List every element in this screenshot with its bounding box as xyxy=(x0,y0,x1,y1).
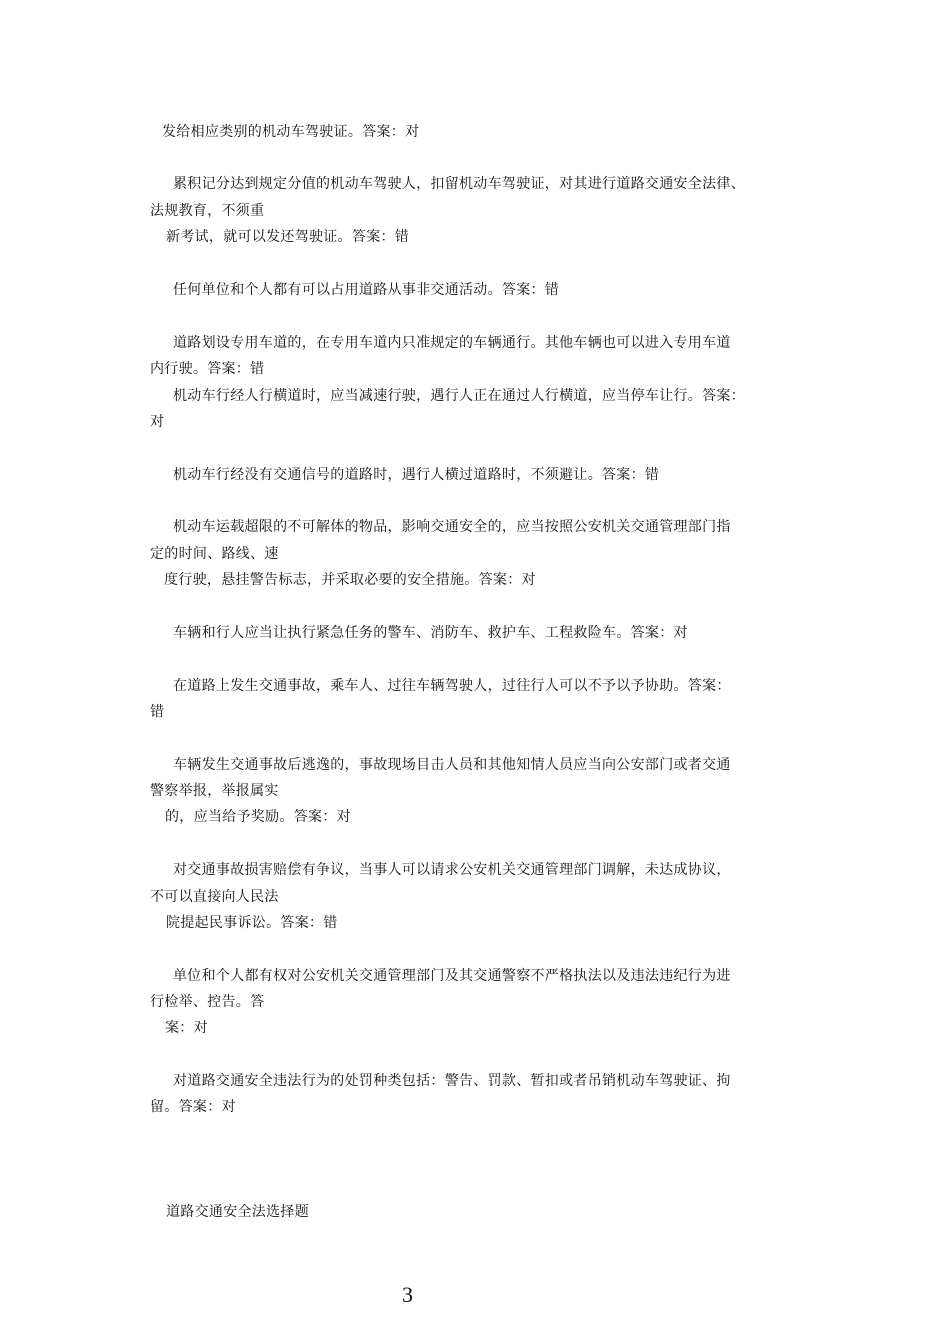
text-line: 任何单位和个人都有可以占用道路从事非交通活动。答案：错 xyxy=(173,282,560,298)
text-line: 法规教育，不须重 xyxy=(150,203,265,219)
text-line: 新考试，就可以发还驾驶证。答案：错 xyxy=(166,229,410,245)
text-line: 不可以直接向人民法 xyxy=(150,889,279,905)
text-line: 案：对 xyxy=(165,1020,208,1036)
text-line: 错 xyxy=(150,704,165,720)
text-line: 机动车行经没有交通信号的道路时，遇行人横过道路时，不须避让。答案：错 xyxy=(173,467,660,483)
text-line: 的，应当给予奖励。答案：对 xyxy=(165,809,351,825)
text-line: 机动车运载超限的不可解体的物品，影响交通安全的，应当按照公安机关交通管理部门指 xyxy=(173,519,731,535)
text-line: 车辆发生交通事故后逃逸的，事故现场目击人员和其他知情人员应当向公安部门或者交通 xyxy=(173,757,731,773)
text-line: 内行驶。答案：错 xyxy=(150,361,265,377)
text-line: 在道路上发生交通事故，乘车人、过往车辆驾驶人，过往行人可以不予以予协助。答案： xyxy=(173,678,731,694)
text-line: 发给相应类别的机动车驾驶证。答案：对 xyxy=(162,124,420,140)
text-line: 机动车行经人行横道时，应当减速行驶，遇行人正在通过人行横道，应当停车让行。答案： xyxy=(173,388,745,404)
text-line: 对交通事故损害赔偿有争议，当事人可以请求公安机关交通管理部门调解，未达成协议， xyxy=(173,862,731,878)
section-heading: 道路交通安全法选择题 xyxy=(166,1204,309,1220)
page-number: 3 xyxy=(402,1282,413,1307)
text-line: 度行驶，悬挂警告标志，并采取必要的安全措施。答案：对 xyxy=(164,572,536,588)
text-line: 单位和个人都有权对公安机关交通管理部门及其交通警察不严格执法以及违法违纪行为进 xyxy=(173,968,731,984)
text-line: 车辆和行人应当让执行紧急任务的警车、消防车、救护车、工程救险车。答案：对 xyxy=(173,625,688,641)
text-line: 道路划设专用车道的，在专用车道内只准规定的车辆通行。其他车辆也可以进入专用车道 xyxy=(173,335,731,351)
text-line: 定的时间、路线、速 xyxy=(150,546,279,562)
text-line: 院提起民事诉讼。答案：错 xyxy=(166,915,338,931)
text-line: 留。答案：对 xyxy=(150,1099,236,1115)
text-line: 对 xyxy=(150,414,165,430)
text-line: 警察举报，举报属实 xyxy=(150,783,279,799)
text-line: 累积记分达到规定分值的机动车驾驶人，扣留机动车驾驶证，对其进行道路交通安全法律、 xyxy=(173,176,745,192)
text-line: 对道路交通安全违法行为的处罚种类包括：警告、罚款、暂扣或者吊销机动车驾驶证、拘 xyxy=(173,1073,731,1089)
text-line: 行检举、控告。答 xyxy=(150,994,265,1010)
